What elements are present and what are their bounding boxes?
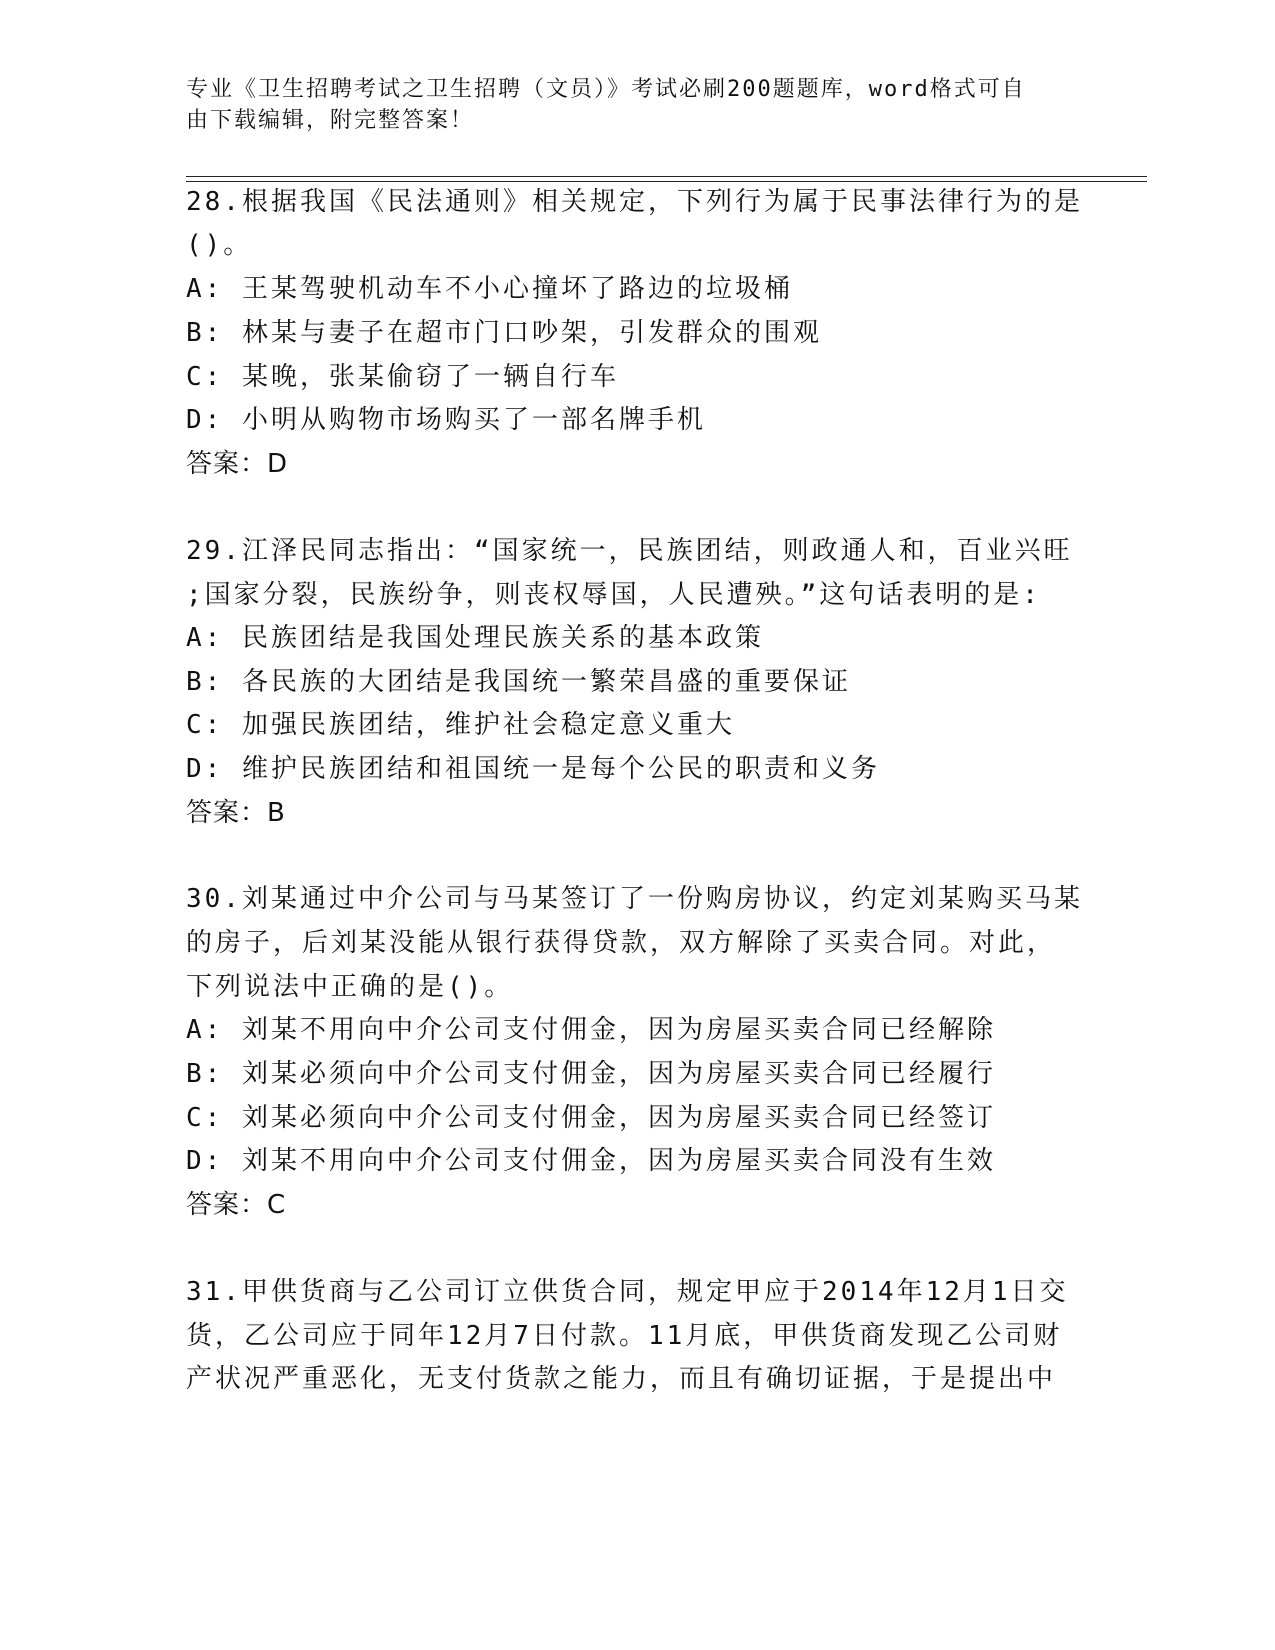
- question-stem-line: ()。: [186, 230, 253, 260]
- question-stem-line: 货，乙公司应于同年12月7日付款。11月底，甲供货商发现乙公司财: [186, 1321, 1063, 1351]
- question-stem-line: 30.刘某通过中介公司与马某签订了一份购房协议，约定刘某购买马某: [186, 884, 1083, 914]
- option-b: B: 林某与妻子在超市门口吵架，引发群众的围观: [186, 318, 822, 348]
- question-stem-line: ;国家分裂，民族纷争，则丧权辱国，人民遭殃。”这句话表明的是:: [186, 580, 1041, 610]
- question-stem-line: 下列说法中正确的是()。: [186, 972, 514, 1002]
- option-d: D: 刘某不用向中介公司支付佣金，因为房屋买卖合同没有生效: [186, 1146, 996, 1176]
- option-d: D: 小明从购物市场购买了一部名牌手机: [186, 405, 706, 435]
- header-line-1: 专业《卫生招聘考试之卫生招聘（文员）》考试必刷200题题库，word格式可自: [186, 77, 1026, 102]
- header-divider-top: [186, 176, 1147, 177]
- question-stem-line: 31.甲供货商与乙公司订立供货合同，规定甲应于2014年12月1日交: [186, 1277, 1069, 1307]
- option-c: C: 加强民族团结，维护社会稳定意义重大: [186, 710, 735, 740]
- answer-label: 答案：C: [186, 1190, 287, 1220]
- header-line-2: 由下载编辑，附完整答案！: [186, 108, 475, 133]
- option-b: B: 各民族的大团结是我国统一繁荣昌盛的重要保证: [186, 667, 851, 697]
- option-d: D: 维护民族团结和祖国统一是每个公民的职责和义务: [186, 754, 880, 784]
- document-header: [186, 74, 1066, 136]
- answer-label: 答案：B: [186, 798, 286, 828]
- option-a: A: 刘某不用向中介公司支付佣金，因为房屋买卖合同已经解除: [186, 1015, 996, 1045]
- question-stem-line: 29.江泽民同志指出：“国家统一，民族团结，则政通人和，百业兴旺: [186, 536, 1073, 566]
- question-stem-line: 产状况严重恶化，无支付货款之能力，而且有确切证据，于是提出中: [186, 1364, 1057, 1394]
- option-c: C: 刘某必须向中介公司支付佣金，因为房屋买卖合同已经签订: [186, 1103, 996, 1133]
- option-a: A: 王某驾驶机动车不小心撞坏了路边的垃圾桶: [186, 274, 793, 304]
- header-divider-bottom: [186, 181, 1147, 182]
- answer-label: 答案：D: [186, 449, 289, 479]
- option-b: B: 刘某必须向中介公司支付佣金，因为房屋买卖合同已经履行: [186, 1059, 996, 1089]
- question-stem-line: 28.根据我国《民法通则》相关规定，下列行为属于民事法律行为的是: [186, 187, 1083, 217]
- option-a: A: 民族团结是我国处理民族关系的基本政策: [186, 623, 764, 653]
- question-stem-line: 的房子，后刘某没能从银行获得贷款，双方解除了买卖合同。对此，: [186, 928, 1057, 958]
- option-c: C: 某晚，张某偷窃了一辆自行车: [186, 362, 619, 392]
